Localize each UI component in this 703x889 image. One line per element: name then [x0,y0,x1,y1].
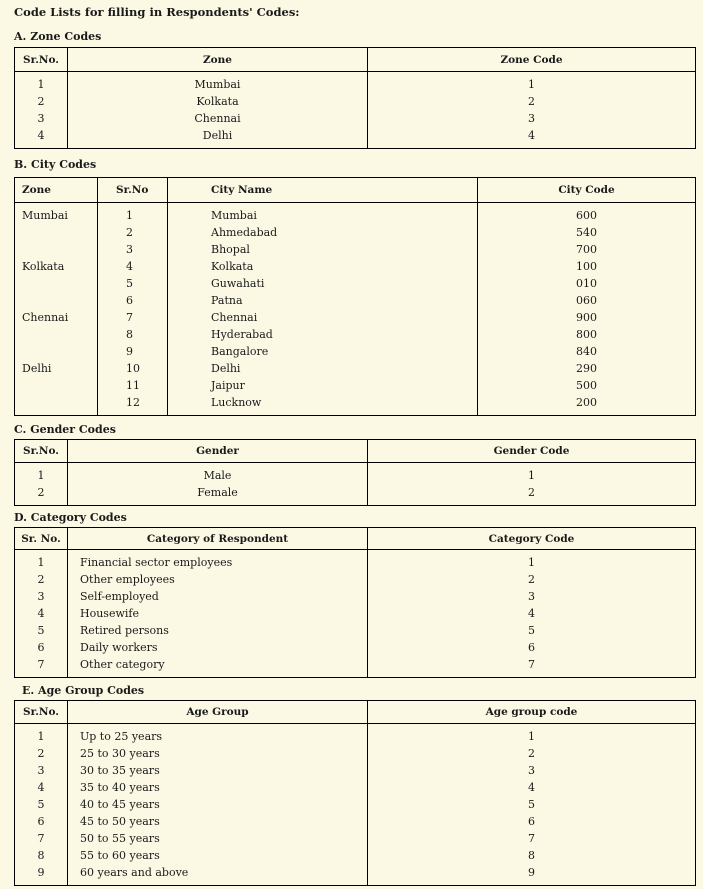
table-cell: Lucknow [168,394,478,416]
table-row [15,72,696,94]
table-cell: 7 [368,656,696,678]
table-cell: 3 [368,762,696,779]
table-row [15,588,696,605]
table-row [15,224,696,241]
table-cell: Delhi [68,127,368,149]
table-cell: 7 [15,656,68,678]
table-cell [15,275,98,292]
table-cell: Patna [168,292,478,309]
age-table [14,700,696,886]
table-cell: 1 [368,724,696,746]
table-row [15,779,696,796]
table-row [15,745,696,762]
table-row [15,622,696,639]
table-row [15,110,696,127]
table-cell: 2 [368,93,696,110]
table-cell: Delhi [15,360,98,377]
table-cell: 1 [368,550,696,572]
table-cell: 9 [15,864,68,886]
table-row [15,203,696,225]
col-header: Category of Respondent [68,528,368,550]
table-cell: 45 to 50 years [68,813,368,830]
table-cell: 60 years and above [68,864,368,886]
table-cell: 3 [15,588,68,605]
table-cell: Hyderabad [168,326,478,343]
age-body [15,724,696,886]
table-cell: 9 [98,343,168,360]
table-cell: 060 [478,292,696,309]
col-header: Age group code [368,701,696,724]
table-cell: 500 [478,377,696,394]
table-cell: Other category [68,656,368,678]
table-row [15,813,696,830]
table-cell: 8 [368,847,696,864]
category-table [14,527,696,678]
table-row [15,275,696,292]
table-cell [15,224,98,241]
col-header: Zone [68,48,368,72]
zone-heading: A. Zone Codes [14,30,102,43]
table-cell: 2 [15,93,68,110]
table-cell: 5 [15,796,68,813]
table-row [15,484,696,506]
table-row [15,830,696,847]
table-cell [15,292,98,309]
table-cell: Male [68,463,368,485]
table-cell: 9 [368,864,696,886]
table-row [15,550,696,572]
table-cell [15,326,98,343]
city-table [14,177,696,416]
table-cell: Other employees [68,571,368,588]
table-cell: 5 [98,275,168,292]
table-cell: 200 [478,394,696,416]
table-cell: 35 to 40 years [68,779,368,796]
table-cell: Kolkata [68,93,368,110]
table-cell: 1 [368,72,696,94]
table-row [15,605,696,622]
table-cell [15,241,98,258]
table-cell [15,377,98,394]
col-header: Zone Code [368,48,696,72]
table-cell: 600 [478,203,696,225]
table-cell: Mumbai [15,203,98,225]
table-cell: 5 [368,796,696,813]
table-cell: 40 to 45 years [68,796,368,813]
table-row [15,724,696,746]
table-cell: Financial sector employees [68,550,368,572]
table-cell: 25 to 30 years [68,745,368,762]
table-cell: 3 [15,110,68,127]
table-cell: Up to 25 years [68,724,368,746]
table-row [15,360,696,377]
col-header: Sr.No. [15,440,68,463]
table-cell: 1 [15,724,68,746]
table-row [15,127,696,149]
table-cell: 1 [15,72,68,94]
table-cell: Chennai [15,309,98,326]
table-cell: Mumbai [68,72,368,94]
table-cell: 2 [368,571,696,588]
table-row [15,309,696,326]
table-cell: 2 [368,484,696,506]
zone-table [14,47,696,149]
table-cell: 5 [15,622,68,639]
table-cell: 7 [368,830,696,847]
col-header: Gender Code [368,440,696,463]
table-cell: 3 [368,110,696,127]
table-row [15,847,696,864]
page-title: Code Lists for filling in Respondents' Codes: [14,5,300,19]
table-cell: 4 [15,605,68,622]
table-cell: 290 [478,360,696,377]
table-cell: 2 [15,571,68,588]
table-cell: 800 [478,326,696,343]
table-cell: Ahmedabad [168,224,478,241]
city-body [15,203,696,416]
table-cell [15,343,98,360]
table-cell: 6 [368,813,696,830]
table-cell: 100 [478,258,696,275]
table-cell: 540 [478,224,696,241]
table-row [15,864,696,886]
table-cell: 55 to 60 years [68,847,368,864]
table-row [15,343,696,360]
table-cell: 4 [15,779,68,796]
table-cell: 6 [15,813,68,830]
col-header: Gender [68,440,368,463]
table-row [15,292,696,309]
age-heading: E. Age Group Codes [22,684,145,697]
table-cell: 010 [478,275,696,292]
table-cell: 1 [368,463,696,485]
category-heading: D. Category Codes [14,511,127,524]
table-cell: 8 [98,326,168,343]
table-cell: Self-employed [68,588,368,605]
table-cell: 4 [368,779,696,796]
table-cell: 6 [15,639,68,656]
table-cell: 2 [15,745,68,762]
table-cell: Daily workers [68,639,368,656]
table-cell [15,394,98,416]
table-row [15,394,696,416]
table-cell: 4 [368,605,696,622]
table-cell: 7 [15,830,68,847]
table-cell: 1 [98,203,168,225]
table-cell: 3 [15,762,68,779]
table-cell: 6 [368,639,696,656]
table-row [15,377,696,394]
table-cell: 10 [98,360,168,377]
table-cell: 30 to 35 years [68,762,368,779]
col-header: Sr. No. [15,528,68,550]
table-cell: Housewife [68,605,368,622]
table-row [15,762,696,779]
table-cell: 4 [15,127,68,149]
col-header: Category Code [368,528,696,550]
table-cell: Bangalore [168,343,478,360]
table-row [15,463,696,485]
col-header: Sr.No. [15,48,68,72]
table-row [15,326,696,343]
table-cell: Guwahati [168,275,478,292]
col-header: City Name [168,178,478,203]
table-cell: 12 [98,394,168,416]
table-cell: 50 to 55 years [68,830,368,847]
table-cell: 700 [478,241,696,258]
table-cell: 2 [98,224,168,241]
table-cell: 840 [478,343,696,360]
table-cell: 2 [15,484,68,506]
table-cell: 2 [368,745,696,762]
table-row [15,796,696,813]
table-row [15,93,696,110]
table-cell: 1 [15,550,68,572]
table-cell: 1 [15,463,68,485]
table-cell: 7 [98,309,168,326]
city-heading: B. City Codes [14,158,97,171]
table-cell: Bhopal [168,241,478,258]
table-cell: Jaipur [168,377,478,394]
table-cell: 5 [368,622,696,639]
table-row [15,258,696,275]
col-header: Age Group [68,701,368,724]
table-cell: Retired persons [68,622,368,639]
gender-table [14,439,696,506]
table-cell: 8 [15,847,68,864]
table-cell: Mumbai [168,203,478,225]
table-cell: Delhi [168,360,478,377]
table-cell: Female [68,484,368,506]
col-header: City Code [478,178,696,203]
table-cell: 6 [98,292,168,309]
table-cell: 4 [98,258,168,275]
col-header: Sr.No. [15,701,68,724]
table-cell: Kolkata [15,258,98,275]
table-cell: 11 [98,377,168,394]
table-cell: Chennai [168,309,478,326]
zone-body [15,72,696,149]
table-row [15,656,696,678]
table-cell: Kolkata [168,258,478,275]
gender-body [15,463,696,506]
table-cell: 4 [368,127,696,149]
table-cell: 3 [368,588,696,605]
table-cell: 3 [98,241,168,258]
col-header: Sr.No [98,178,168,203]
col-header: Zone [15,178,98,203]
table-row [15,241,696,258]
gender-heading: C. Gender Codes [14,423,116,436]
table-row [15,639,696,656]
table-cell: 900 [478,309,696,326]
table-cell: Chennai [68,110,368,127]
category-body [15,550,696,678]
table-row [15,571,696,588]
